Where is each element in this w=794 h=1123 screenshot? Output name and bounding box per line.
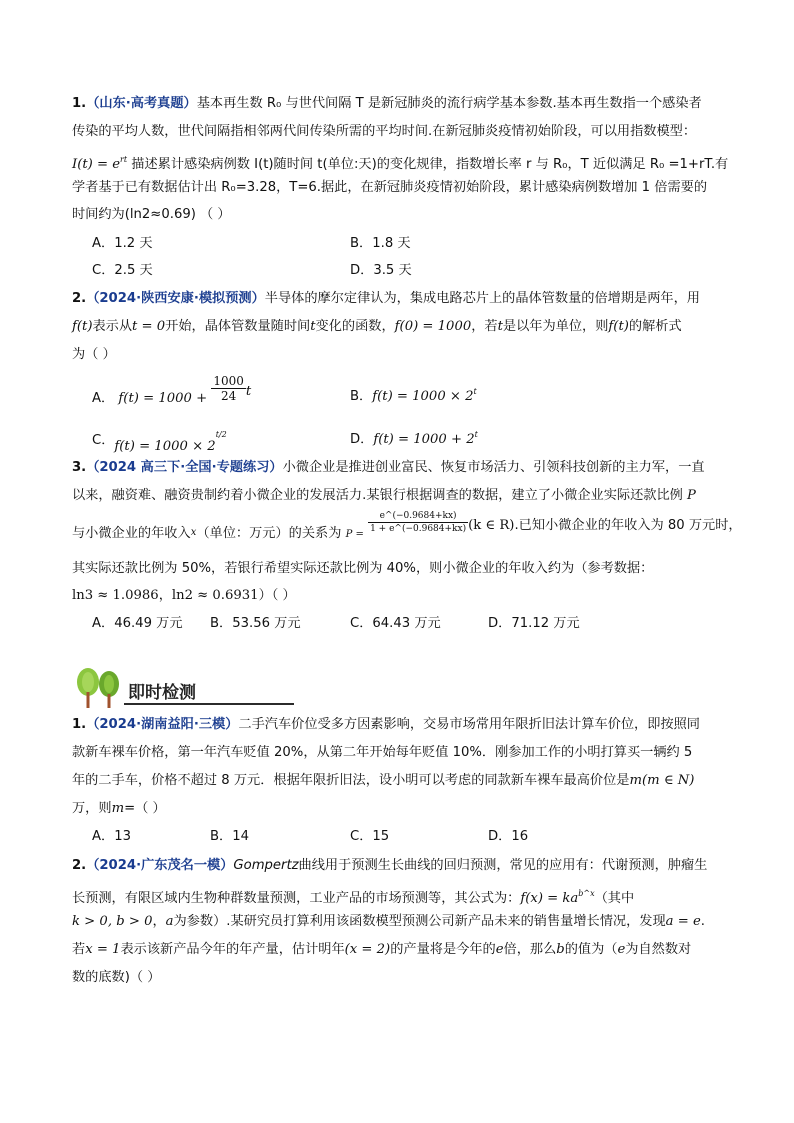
q2-option-d-exp: t xyxy=(474,430,478,439)
q2-option-c-label: C． xyxy=(92,433,115,448)
q2-number: 2. xyxy=(72,291,87,306)
t2-var-a: a xyxy=(165,914,174,929)
q3-option-b[interactable]: B．53.56 万元 xyxy=(210,616,301,631)
t2-line-1 xyxy=(72,857,707,875)
q2-line-3: 为（ ） xyxy=(72,347,116,362)
t2-gompertz: Gompertz xyxy=(233,858,299,873)
q3-number: 3. xyxy=(72,460,87,475)
q3-formula-fraction xyxy=(368,510,468,535)
q3-text: 小微企业是推进创业富民、恢复市场活力、引领科技创新的主力军，一直 xyxy=(282,460,705,475)
section-title: 即时检测 xyxy=(128,683,196,703)
q2-text-e: 是以年为单位，则 xyxy=(502,319,609,334)
t1-text: 二手汽车价位受多方因素影响，交易市场常用年限折旧法计算车价位，即按照同 xyxy=(238,717,700,732)
t1-option-b[interactable]: B．14 xyxy=(210,829,250,844)
q2-option-a-var: t xyxy=(245,383,252,399)
q1-formula: I(t) = e xyxy=(72,157,121,172)
t1-option-c[interactable]: C．15 xyxy=(350,829,390,844)
t2-l4-k: 为自然数对 xyxy=(625,942,692,957)
q2-line-2 xyxy=(72,318,682,336)
q3-line-2-text: 以来，融资难、融资贵制约着小微企业的发展活力.某银行根据调查的数据，建立了小微企业实际还款比例 xyxy=(72,488,683,503)
q3-ref-ln2: ln2 ≈ 0.6931 xyxy=(171,588,259,603)
q1-option-a[interactable]: A．1.2 天 xyxy=(92,236,153,251)
q1-line-5: 时间约为(ln2≈0.69) （ ） xyxy=(72,207,231,222)
t2-x1: x = 1 xyxy=(85,942,121,957)
q2-option-d-formula: f(t) = 1000 + 2 xyxy=(373,432,475,447)
q3-formula-denominator: 1 + e^(−0.9684+kx) xyxy=(370,524,467,534)
t2-b: b xyxy=(556,942,565,957)
t2-text: 曲线用于预测生长曲线的回归预测，常见的应用有：代谢预测，肿瘤生 xyxy=(298,858,708,873)
t2-line-5: 数的底数)（ ） xyxy=(72,970,161,985)
q2-t2: t xyxy=(497,319,503,334)
q2-option-a-formula: f(t) = 1000 + xyxy=(118,390,208,406)
q1-line-1 xyxy=(72,95,702,113)
t2-x2: (x = 2) xyxy=(344,942,391,957)
t2-l4-c: 表示该新产品今年的年产量，估计明年 xyxy=(120,942,345,957)
t1-line-4-text: 万，则 xyxy=(72,801,112,816)
q3-formula-numerator: e^(−0.9684+kx) xyxy=(368,510,468,523)
t1-option-d[interactable]: D．16 xyxy=(488,829,529,844)
t1-var-m: m(m ∈ N) xyxy=(629,773,695,788)
q2-text-b: 开始，晶体管数量随时间 xyxy=(165,319,311,334)
t2-line-3 xyxy=(72,913,705,931)
q1-line-4: 学者基于已有数据估计出 R₀=3.28，T=6.据此，在新冠肺炎疫情初始阶段，累计感染病例数增加 1 倍需要的 xyxy=(72,180,708,195)
t2-a-eq-e: a = e xyxy=(665,914,701,929)
t2-formula-exp: b^x xyxy=(578,889,595,898)
q2-option-d[interactable] xyxy=(350,426,478,449)
t2-e2: e xyxy=(617,942,626,957)
q2-option-a[interactable] xyxy=(92,374,251,410)
t1-var-m2: m xyxy=(111,801,125,816)
q3-line-3 xyxy=(72,510,742,546)
q3-option-c[interactable]: C．64.43 万元 xyxy=(350,616,441,631)
q3-option-d[interactable]: D．71.12 万元 xyxy=(488,616,580,631)
q1-text: 基本再生数 R₀ 与世代间隔 T 是新冠肺炎的流行病学基本参数.基本再生数指一个感染者 xyxy=(196,96,702,111)
q3-var-x: x xyxy=(190,526,197,538)
q1-line-2: 传染的平均人数，世代间隔指相邻两代间传染所需的平均时间.在新冠肺炎疫情初始阶段，可以用指数模型： xyxy=(72,124,697,139)
q2-f0: f(0) = 1000 xyxy=(394,319,472,334)
t2-number: 2. xyxy=(72,858,87,873)
q2-source: （2024·陕西安康·模拟预测） xyxy=(86,291,265,306)
q2-option-b-exp: t xyxy=(473,387,477,396)
q1-option-c[interactable]: C．2.5 天 xyxy=(92,263,153,278)
q2-text-f: 的解析式 xyxy=(628,319,682,334)
q2-option-c-formula: f(t) = 1000 × 2 xyxy=(114,439,216,454)
section-heading xyxy=(74,666,224,710)
t1-line-3 xyxy=(72,772,694,790)
q2-option-a-fraction xyxy=(211,374,246,403)
q3-ref-end: ）（ ） xyxy=(258,588,296,603)
t1-line-1 xyxy=(72,716,700,734)
q2-text: 半导体的摩尔定律认为，集成电路芯片上的晶体管数量的倍增期是两年，用 xyxy=(264,291,700,306)
q3-ref-ln3: ln3 ≈ 1.0986 xyxy=(72,588,159,603)
q1-formula-exp: rt xyxy=(120,155,128,164)
q3-formula-condition: (k ∈ R) xyxy=(468,517,515,533)
t2-l4-i: 的值为（ xyxy=(564,942,618,957)
q2-t: t xyxy=(310,319,316,334)
q3-line-3-text-c: .已知小微企业的年收入为 80 万元时， xyxy=(514,517,742,533)
t2-line-3-text: 为参数）.某研究员打算利用该函数模型预测公司新产品未来的销售量增长情况，发现 xyxy=(173,914,666,929)
t1-number: 1. xyxy=(72,717,87,732)
q2-option-a-numerator: 1000 xyxy=(213,374,244,388)
q3-line-3-text-a: 与小微企业的年收入 xyxy=(72,525,191,541)
section-divider xyxy=(124,703,294,705)
q2-text-a: 表示从 xyxy=(92,319,133,334)
q1-option-b[interactable]: B．1.8 天 xyxy=(350,236,411,251)
q2-option-c[interactable] xyxy=(92,427,227,454)
t1-line-3-text: 年的二手车，价格不超过 8 万元．根据年限折旧法，设小明可以考虑的同款新车裸车最高价位是 xyxy=(72,773,630,788)
t2-period: . xyxy=(700,914,705,929)
q2-option-b-label: B． xyxy=(350,389,373,404)
q2-option-d-label: D． xyxy=(350,432,374,447)
tree-icon xyxy=(74,666,126,710)
t2-l4-e: 的产量将是今年的 xyxy=(390,942,496,957)
q3-formula-lhs: P = xyxy=(345,528,364,540)
q2-t0: t = 0 xyxy=(132,319,166,334)
q3-var-p: P xyxy=(687,488,696,503)
t2-line-2-text: 长预测，有限区域内生物种群数量预测，工业产品的市场预测等，其公式为： xyxy=(72,891,521,906)
q1-option-d[interactable]: D．3.5 天 xyxy=(350,263,412,278)
q3-source: （2024 高三下·全国·专题练习） xyxy=(86,460,283,475)
t2-line-2 xyxy=(72,885,634,908)
q2-line-1 xyxy=(72,290,700,308)
t2-l4-g: 倍，那么 xyxy=(503,942,557,957)
q3-line-5 xyxy=(72,587,296,605)
q1-line-3-text: 描述累计感染病例数 I(t)随时间 t(单位:天)的变化规律，指数增长率 r 与 R₀，T 近似满足 R₀ =1+rT.有 xyxy=(131,157,729,172)
q3-line-1 xyxy=(72,459,705,477)
q1-source: （山东·高考真题） xyxy=(86,96,197,111)
t1-line-2: 款新车裸车价格，第一年汽车贬值 20%，从第二年开始每年贬值 10%．刚参加工作的小明打算买一辆约 5 xyxy=(72,745,693,760)
t2-e1: e xyxy=(495,942,504,957)
t2-sep: ， xyxy=(152,914,166,929)
q2-option-b[interactable] xyxy=(350,383,477,406)
t1-line-4-end: =（ ） xyxy=(124,801,166,816)
t2-condition: k > 0, b > 0 xyxy=(72,914,153,929)
q2-ft: f(t) xyxy=(72,319,93,334)
q2-text-c: 变化的函数， xyxy=(315,319,395,334)
q2-text-d: ，若 xyxy=(471,319,498,334)
q2-ft2: f(t) xyxy=(608,319,629,334)
q3-line-2 xyxy=(72,487,696,505)
q2-option-b-formula: f(t) = 1000 × 2 xyxy=(372,389,474,404)
t1-line-4 xyxy=(72,800,166,818)
t2-line-2-end: （其中 xyxy=(594,891,635,906)
t1-option-a[interactable]: A．13 xyxy=(92,829,131,844)
q3-line-4: 其实际还款比例为 50%，若银行希望实际还款比例为 40%，则小微企业的年收入约为（参考数据： xyxy=(72,561,654,576)
q2-option-a-denominator: 24 xyxy=(220,389,237,403)
q3-line-3-text-b: （单位：万元）的关系为 xyxy=(196,525,342,541)
t2-formula: f(x) = ka xyxy=(520,891,579,906)
q2-option-c-exp: t/2 xyxy=(215,430,227,439)
q2-option-a-label: A． xyxy=(92,390,115,406)
t2-l4-a: 若 xyxy=(72,942,86,957)
q3-option-a[interactable]: A．46.49 万元 xyxy=(92,616,183,631)
q1-line-3 xyxy=(72,151,728,174)
q1-number: 1. xyxy=(72,96,87,111)
t2-source: （2024·广东茂名一模） xyxy=(86,858,234,873)
t2-line-4 xyxy=(72,941,691,959)
q3-ref-sep: ， xyxy=(158,588,172,603)
t1-source: （2024·湖南益阳·三模） xyxy=(86,717,239,732)
